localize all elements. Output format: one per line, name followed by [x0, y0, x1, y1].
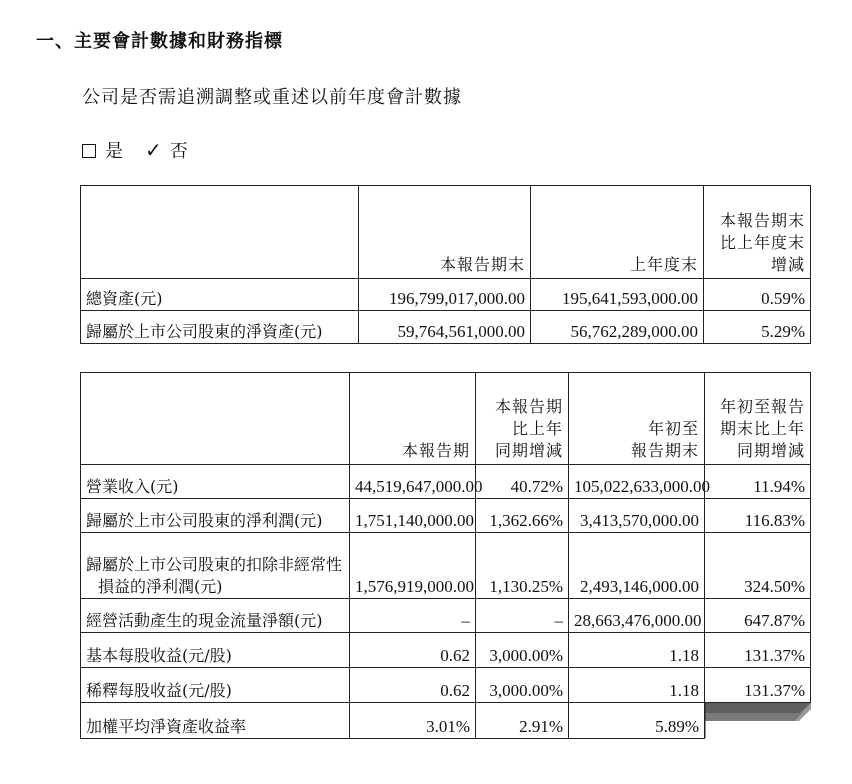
header-change-line1: 本報告期末 [719, 211, 805, 230]
header-ytd-line2: 報告期末 [630, 441, 699, 460]
header-prior: 上年度末 [531, 186, 704, 279]
shaded-corner-graphic [705, 703, 811, 738]
cell-ytd-change: 116.83% [705, 499, 811, 533]
row-label: 經營活動產生的現金流量淨額(元) [81, 599, 350, 633]
row-label: 歸屬於上市公司股東的淨資產(元) [81, 311, 359, 344]
header-ytd-change-line1: 年初至報告 [719, 397, 805, 416]
header-period-change [476, 373, 569, 465]
cell-period-change: 1,362.66% [476, 499, 569, 533]
cell-ytd: 3,413,570,000.00 [569, 499, 705, 533]
cell-ytd: 2,493,146,000.00 [569, 533, 705, 599]
cell-period: 0.62 [350, 633, 476, 668]
header-ytd-line1: 年初至 [647, 419, 699, 438]
cell-period-change: 2.91% [476, 703, 569, 739]
row-label: 加權平均淨資產收益率 [81, 703, 350, 739]
table-row [81, 533, 811, 599]
cell-period-change: 3,000.00% [476, 633, 569, 668]
header-change-line3: 增減 [770, 255, 805, 274]
row-label [81, 533, 350, 599]
row-label: 總資產(元) [81, 279, 359, 311]
cell-ytd: 1.18 [569, 633, 705, 668]
restate-question: 公司是否需追溯調整或重述以前年度會計數據 [82, 87, 462, 108]
header-blank [81, 373, 350, 465]
restate-options [82, 137, 188, 163]
table-row [81, 668, 811, 703]
checkmark-icon: ✓ [145, 138, 162, 162]
cell-ytd: 105,022,633,000.00 [569, 465, 705, 499]
row-label: 營業收入(元) [81, 465, 350, 499]
table-header-row [81, 373, 811, 465]
cell-ytd-change: 647.87% [705, 599, 811, 633]
cell-period: 0.62 [350, 668, 476, 703]
cell-change: 5.29% [704, 311, 811, 344]
cell-period-change: 40.72% [476, 465, 569, 499]
cell-ytd-change: 11.94% [705, 465, 811, 499]
balance-table [80, 185, 811, 344]
empty-shaded-cell [705, 703, 811, 739]
header-period: 本報告期 [350, 373, 476, 465]
header-ytd [569, 373, 705, 465]
table-row [81, 465, 811, 499]
header-period-change-line3: 同期增減 [494, 441, 563, 460]
header-ytd-change [705, 373, 811, 465]
table-row [81, 599, 811, 633]
header-ytd-change-line3: 同期增減 [736, 441, 805, 460]
cell-period: 1,751,140,000.00 [350, 499, 476, 533]
cell-current: 59,764,561,000.00 [359, 311, 531, 344]
header-period-change-line2: 比上年 [511, 419, 563, 438]
header-change [704, 186, 811, 279]
row-label-line1: 歸屬於上市公司股東的扣除非經常性 [86, 555, 343, 574]
table-row [81, 279, 811, 311]
table-header-row [81, 186, 811, 279]
cell-period: 1,576,919,000.00 [350, 533, 476, 599]
row-label: 稀釋每股收益(元/股) [81, 668, 350, 703]
row-label-line2: 損益的淨利潤(元) [98, 577, 223, 596]
cell-period-change: 3,000.00% [476, 668, 569, 703]
header-change-line2: 比上年度末 [719, 233, 805, 252]
cell-change: 0.59% [704, 279, 811, 311]
table-row [81, 499, 811, 533]
cell-period: 44,519,647,000.00 [350, 465, 476, 499]
cell-ytd-change: 131.37% [705, 668, 811, 703]
cell-period: – [350, 599, 476, 633]
header-current: 本報告期末 [359, 186, 531, 279]
table-row [81, 633, 811, 668]
cell-ytd: 5.89% [569, 703, 705, 739]
cell-ytd-change: 324.50% [705, 533, 811, 599]
cell-ytd: 28,663,476,000.00 [569, 599, 705, 633]
row-label: 歸屬於上市公司股東的淨利潤(元) [81, 499, 350, 533]
table-row [81, 311, 811, 344]
yes-checkbox[interactable] [82, 144, 96, 158]
header-ytd-change-line2: 期末比上年 [719, 419, 805, 438]
yes-label: 是 [105, 141, 123, 162]
cell-period: 3.01% [350, 703, 476, 739]
cell-prior: 195,641,593,000.00 [531, 279, 704, 311]
table-row [81, 703, 811, 739]
cell-prior: 56,762,289,000.00 [531, 311, 704, 344]
income-table [80, 372, 811, 739]
header-period-change-line1: 本報告期 [494, 397, 563, 416]
cell-ytd-change: 131.37% [705, 633, 811, 668]
header-blank [81, 186, 359, 279]
cell-ytd: 1.18 [569, 668, 705, 703]
cell-period-change: – [476, 599, 569, 633]
cell-current: 196,799,017,000.00 [359, 279, 531, 311]
row-label: 基本每股收益(元/股) [81, 633, 350, 668]
no-label: 否 [169, 141, 188, 162]
cell-period-change: 1,130.25% [476, 533, 569, 599]
section-heading: 一、主要會計數據和財務指標 [36, 31, 283, 52]
